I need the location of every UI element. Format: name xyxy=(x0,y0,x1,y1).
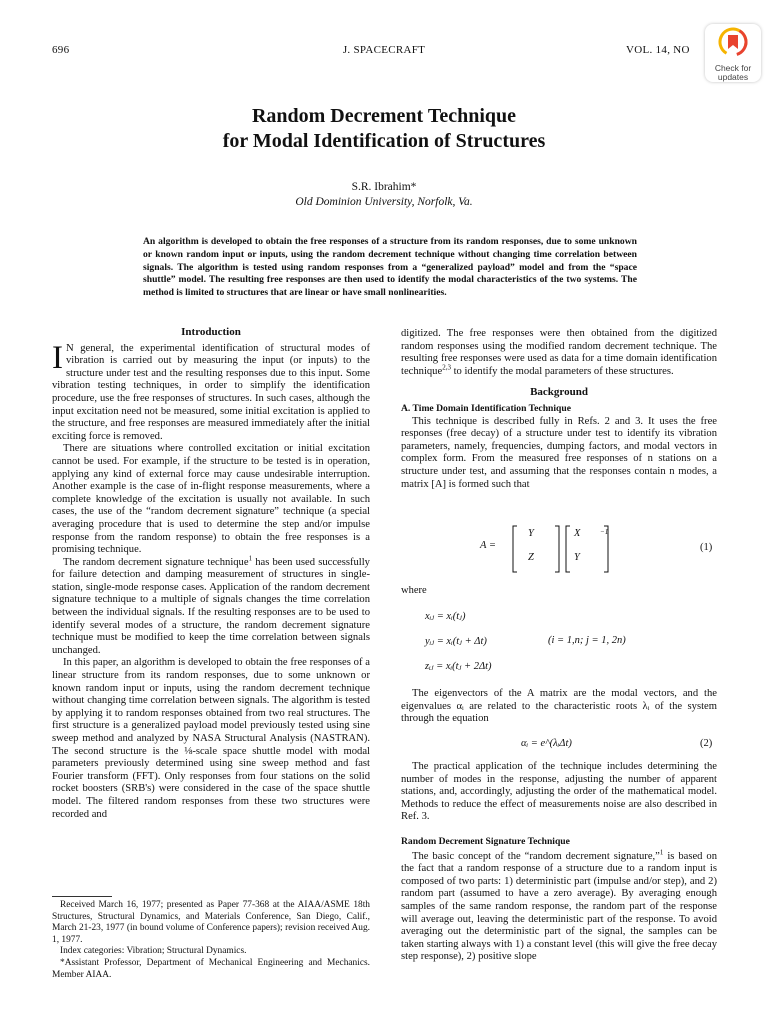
footnote-received: Received March 16, 1977; presented as Paper 77-368 at the AIAA/ASME 18th Structures, Structural Dynamics, and Materials Conference, San Diego, Calif., March 21-23, 1977 (in bound volume of Conference papers); revision received Aug. 1, 1977. xyxy=(52,900,370,945)
author-name: S.R. Ibrahim* xyxy=(351,181,417,193)
equation-1-x: X xyxy=(574,528,581,539)
volume-label: VOL. 14, NO xyxy=(626,44,690,56)
drop-cap: I xyxy=(52,339,63,376)
intro-paragraph-3: The random decrement signature technique$^1$ has been used successfully for failure detection and damping measurement of structures in single-station, single-mode response cases. Application of the random decrement signature technique to a multiple of signals changes the time correlation between the individual signals. If the resulting responses are to be used to identify several modes of a structure, the random decrement signature technique must be modified to keep the time correlation between signals unchanged. xyxy=(52,554,370,656)
equation-1-z: Z xyxy=(528,552,534,563)
equation-1-y2: Y xyxy=(574,552,580,563)
subheading-time-domain: A. Time Domain Identification Technique xyxy=(401,402,571,414)
equation-1-lhs: A = xyxy=(480,540,496,551)
practical-paragraph: The practical application of the technique includes determining the number of modes in the response, adjusting the number of apparent stations, and, accordingly, adjusting the order of the mathematical model. Methods to reduce the effect of measurements noise are also described in Ref. 3. xyxy=(401,761,717,823)
equation-2-number: (2) xyxy=(700,738,713,749)
journal-name: J. SPACECRAFT xyxy=(342,44,426,56)
continued-paragraph: digitized. The free responses were then obtained from the digitized random responses using the modified random decrement technique. The resulting free responses were used as data for a time domain identification technique$^{2,3}$ to identify the modal parameters of these structures. xyxy=(401,328,717,377)
right-column-bottom xyxy=(401,761,717,964)
background-heading: Background xyxy=(530,386,588,399)
intro-paragraph-4: In this paper, an algorithm is developed to obtain the free responses of a linear structure from its random responses, due to some unknown or known random input or inputs, using the random decrement technique without changing time correlation between signals. The algorithm is tested by applying it to random responses obtained from two real structures. The first structure is a generalized payload model previously tested using sine sweep method and analyzed by NASA Structural Analysis (NASTRAN). The second structure is the ⅛-scale space shuttle model with modal parameters previously determined using sine sweep method and fast Fourier transform (FFT). Only responses from four stations on the solid rocket boosters (SRB's) were considered in the case of the space shuttle model. The filtered random responses from these two structures were recorded and xyxy=(52,657,370,820)
eigenvector-paragraph: The eigenvectors of the A matrix are the modal vectors, and the eigenvalues αᵢ are related to the characteristic roots λᵢ of the system through the equation xyxy=(401,688,717,725)
abstract: An algorithm is developed to obtain the free responses of a structure from its random responses, due to some unknown or known random input or inputs, using the random decrement technique without changing time correlation between signals. The algorithm is tested using random responses from a “generalized payload” model and from the “space shuttle” model. The resulting free responses are then used to identify the modal characteristics of the two systems. The method is limited to structures that are linear or have small nonlinearities. xyxy=(143,236,637,299)
author-affiliation: Old Dominion University, Norfolk, Va. xyxy=(295,196,473,208)
intro-paragraph-1: I N general, the experimental identification of structural modes of vibration is carried out by measuring the input (or inputs) to the structure under test and the resulting responses due to this input. Some vibration testing techniques, in order to simplify the identification procedure, use the free responses of structures. In such cases, although the input excitation need not be measured, some initial excitation is applied to the structure, and free responses are measured immediately after the initial exciting force is removed. xyxy=(52,339,370,442)
definition-z: zᵢⱼ = xᵢ(tⱼ + 2Δt) xyxy=(425,661,492,672)
badge-line2: updates xyxy=(717,72,749,82)
introduction-heading: Introduction xyxy=(181,326,241,338)
page-number: 696 xyxy=(52,44,70,56)
definition-x: xᵢⱼ = xᵢ(tⱼ) xyxy=(425,611,466,622)
equation-1-y: Y xyxy=(528,528,534,539)
intro-paragraph-2: There are situations where controlled excitation or initial excitation cannot be used. For example, if the structure to be tested is in operation, applying any kind of external force may cause undesirable interruption. Another example is the case of in-flight response measurements, where a complete knowledge of the excitation is usually not available. In such cases, the use of the “random decrement signature” technique (a special averaging procedure that is used to determine the step and/or impulse response from the random response) to obtain the free responses is a promising technique. xyxy=(52,443,370,556)
footnotes xyxy=(52,900,370,981)
badge-line1: Check for xyxy=(714,63,752,73)
random-decrement-paragraph: The basic concept of the “random decrement signature,”$^1$ is based on the fact that a random response of a structure due to a random input is composed of two parts: 1) deterministic part (impulse and/or step), and 2) random part (assumed to have a zero average). By averaging enough samples of the same random response, the random part of the response will average out, leaving the deterministic part of the response. To avoid averaging out the deterministic part of the signal, the samples can be taken starting always with 1) a constant level (this will give the free decay step response), 2) positive slope xyxy=(401,848,717,963)
background-paragraph-1: This technique is described fully in Refs. 2 and 3. It uses the free responses (free decay) of a structure under test to identify its vibration parameters, namely, frequencies, dumping factors, and modal vectors in complex form. From the measured free responses of n stations on a structure under test, and assuming that the responses contain n modes, a matrix [A] is formed such that xyxy=(401,415,717,490)
check-for-updates-badge[interactable] xyxy=(705,24,761,82)
right-column-top xyxy=(401,328,717,491)
definition-range: (i = 1,n; j = 1, 2n) xyxy=(548,635,626,646)
footnote-author: *Assistant Professor, Department of Mechanical Engineering and Mechanics. Member AIAA. xyxy=(52,957,370,980)
definition-y: yᵢⱼ = xᵢ(tⱼ + Δt) xyxy=(425,636,487,647)
where-label: where xyxy=(401,585,427,596)
equation-1-exponent: −1 xyxy=(600,528,609,536)
paper-title-line1: Random Decrement Technique xyxy=(251,105,517,127)
footnote-rule xyxy=(52,896,112,897)
footnote-index: Index categories: Vibration; Structural Dynamics. xyxy=(60,946,247,957)
bookmark-icon xyxy=(718,27,748,57)
equation-2: αᵢ = e^(λᵢΔt) xyxy=(521,738,572,749)
subheading-random-decrement: Random Decrement Signature Technique xyxy=(401,835,570,847)
left-column xyxy=(52,326,370,821)
paper-title-line2: for Modal Identification of Structures xyxy=(222,130,546,152)
equation-1-number: (1) xyxy=(700,542,713,553)
